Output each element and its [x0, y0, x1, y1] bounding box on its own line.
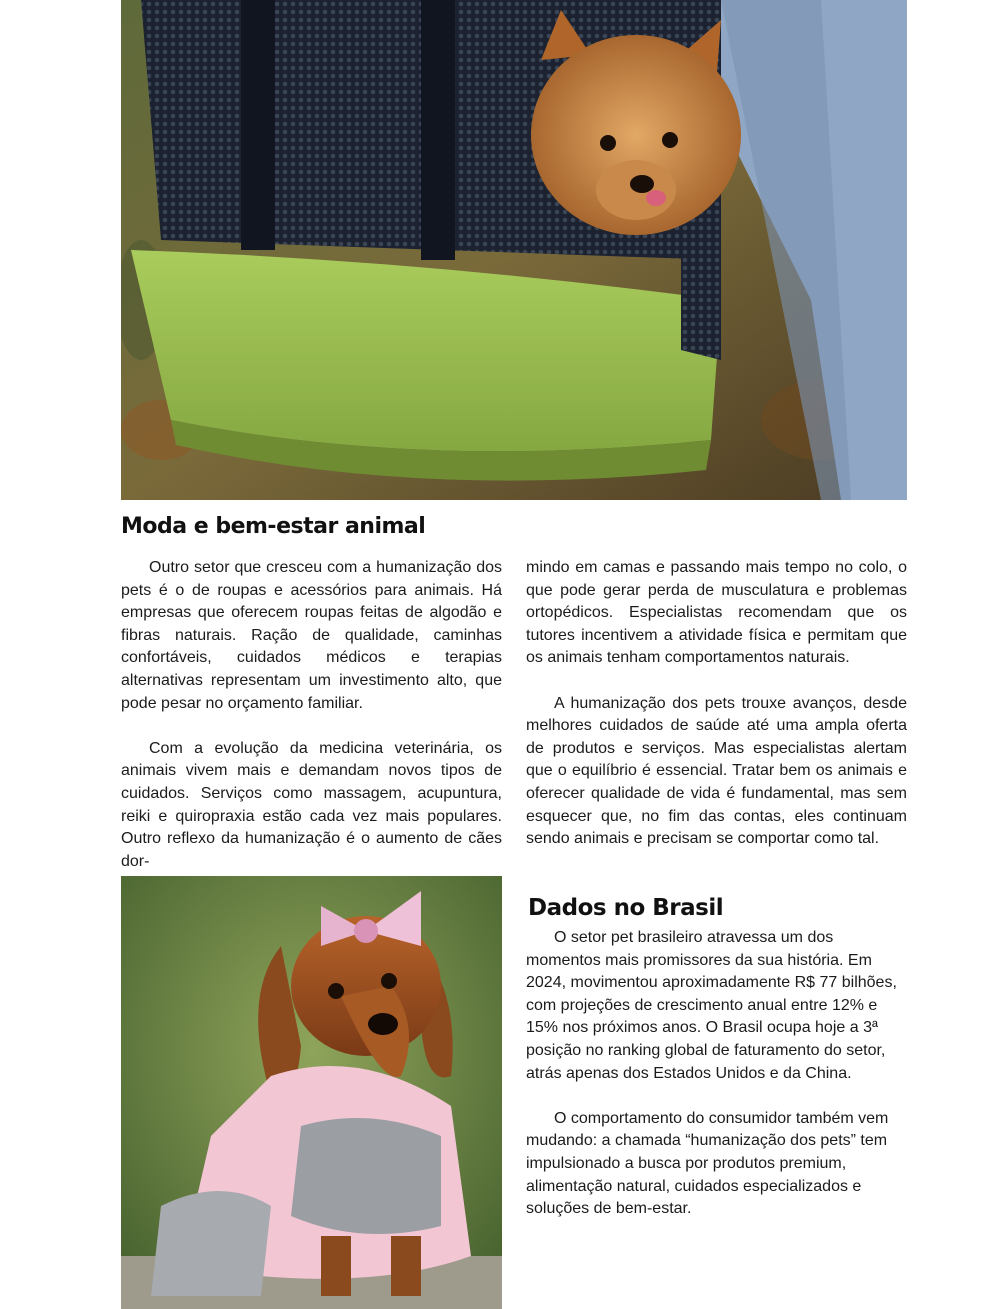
dachshund-photo [121, 876, 502, 1309]
section-heading-fashion: Moda e bem-estar animal [121, 514, 426, 539]
article-column-left [121, 557, 502, 873]
paragraph: O comportamento do consumidor também vem mudando: a chamada “humanização dos pets” tem impulsionado a busca por produtos premium, alimentação natural, cuidados especializados e soluções de bem-estar. [526, 1109, 889, 1218]
paragraph: Outro setor que cresceu com a humanização dos pets é o de roupas e acessórios para animais. Há empresas que oferecem roupas feitas de algodão e fibras naturais. Ração de qualidade, caminhas confortáveis, cuidados médicos e terapias alternativas representam um investimento alto, que pode pesar no orçamento familiar. [121, 559, 502, 712]
paragraph: A humanização dos pets trouxe avanços, desde melhores cuidados de saúde até uma ampla oferta de produtos e serviços. Mas especialistas alertam que o equilíbrio é essencial. Tratar bem os animais e oferecer qualidade de vida é fundamental, mas sem esquecer que, no fim das contas, eles continuam sendo animais e precisam se comportar como tal. [526, 694, 907, 848]
paragraph: mindo em camas e passando mais tempo no colo, o que pode gerar perda de musculatura e problemas ortopédicos. Especialistas recomendam que os tutores incentivem a atividade física e permitam que os animais tenham comportamentos naturais. [526, 559, 907, 667]
paragraph: Com a evolução da medicina veterinária, os animais vivem mais e demandam novos tipos de cuidados. Serviços como massagem, acupuntura, reiki e quiropraxia estão cada vez mais populares. Outro reflexo da humanização é o aumento de cães dor- [121, 739, 502, 870]
article-column-right [526, 557, 907, 851]
dog-carrier-photo [121, 0, 907, 500]
article-column-brazil [526, 927, 906, 1221]
paragraph: O setor pet brasileiro atravessa um dos momentos mais promissores da sua história. Em 2024, movimentou aproximadamente R$ 77 bilhões, com projeções de crescimento anual entre 12% e 15% nos próximos anos. O Brasil ocupa hoje a 3ª posição no ranking global de faturamento do setor, atrás apenas dos Estados Unidos e da China. [526, 929, 897, 1082]
section-heading-brazil: Dados no Brasil [528, 895, 724, 921]
